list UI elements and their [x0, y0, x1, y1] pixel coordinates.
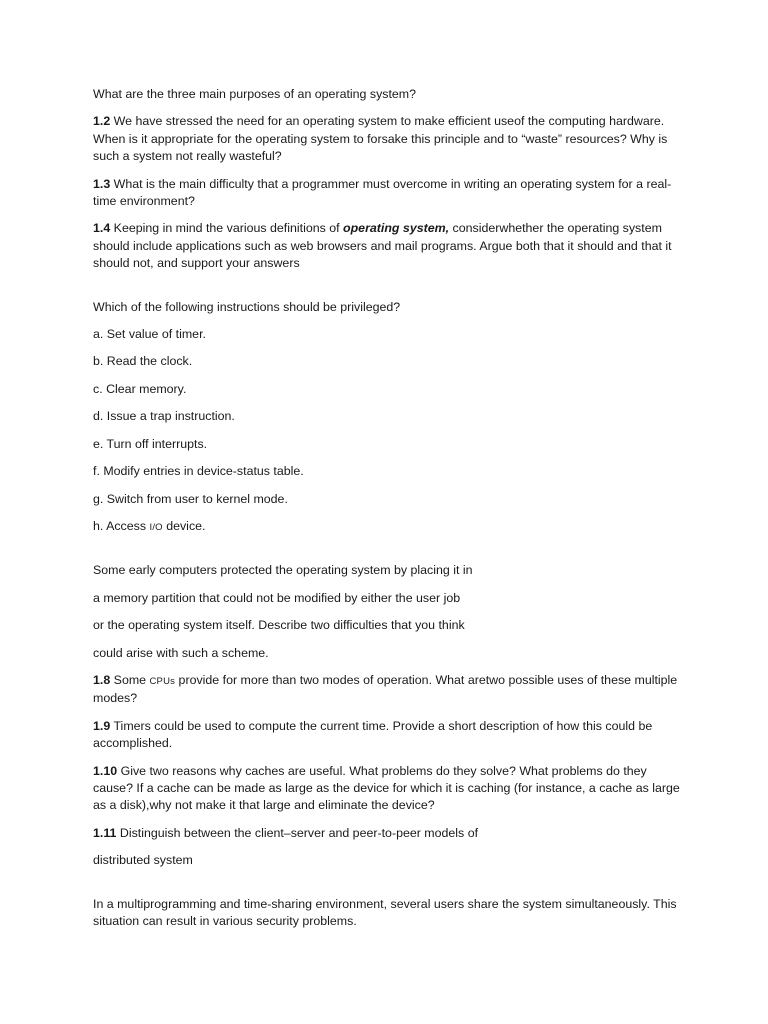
question-text: Keeping in mind the various definitions of: [110, 221, 344, 236]
question-number: 1.8: [93, 672, 111, 687]
question-early-line-4: could arise with such a scheme.: [93, 645, 269, 660]
question-number: 1.2: [93, 114, 111, 129]
question-privileged: Which of the following instructions should be privileged?: [93, 299, 401, 314]
question-number: 1.10: [93, 763, 118, 778]
question-text: Distinguish between the client–server and peer-to-peer models of: [116, 825, 479, 840]
small-caps-text: CPUs: [149, 675, 176, 687]
document-body: [93, 86, 683, 940]
question-1-11: [93, 825, 683, 842]
option-f: f. Modify entries in device-status table.: [93, 464, 304, 479]
question-number: 1.9: [93, 718, 111, 733]
option-text: device.: [162, 518, 206, 533]
option-d: d. Issue a trap instruction.: [93, 409, 235, 424]
question-1-2: [93, 113, 683, 165]
question-1-8: [93, 672, 683, 708]
option-text: h. Access: [93, 518, 150, 533]
question-1-9: [93, 718, 683, 753]
question-multiprogramming: In a multiprogramming and time-sharing environment, several users share the system simultaneously. This situation can result in various security problems.: [93, 896, 677, 928]
question-text: provide for more than two modes of operation. What aretwo possible uses of these multiple modes?: [93, 672, 678, 706]
question-os-purposes: What are the three main purposes of an operating system?: [93, 87, 417, 101]
question-text: considerwhether the operating system should include applications such as web browsers and mail programs. Argue both that it should and that it should not, and support your answers: [93, 221, 672, 271]
option-a: a. Set value of timer.: [93, 327, 206, 342]
option-e: e. Turn off interrupts.: [93, 436, 208, 451]
option-b: b. Read the clock.: [93, 354, 193, 369]
question-1-4: [93, 220, 683, 272]
question-1-3: [93, 176, 683, 211]
question-number: 1.3: [93, 176, 111, 191]
question-text: What is the main difficulty that a programmer must overcome in writing an operating system for a real-time environment?: [93, 176, 672, 209]
question-text: Some: [110, 672, 150, 687]
question-text: Timers could be used to compute the current time. Provide a short description of how this could be accomplished.: [93, 718, 653, 751]
option-h: [93, 518, 683, 536]
small-caps-text: I/O: [149, 521, 163, 533]
emphasis-text: operating system,: [343, 221, 450, 236]
question-text: Give two reasons why caches are useful. What problems do they solve? What problems do they cause? If a cache can be made as large as the device for which it is caching (for instance, a cache as large as a disk),why not make it that large and eliminate the device?: [93, 763, 680, 813]
question-1-11-line-2: distributed system: [93, 853, 193, 868]
question-number: 1.11: [93, 825, 117, 840]
question-early-line-2: a memory partition that could not be modified by either the user job: [93, 590, 461, 605]
question-number: 1.4: [93, 221, 111, 236]
option-g: g. Switch from user to kernel mode.: [93, 491, 288, 506]
question-1-10: [93, 763, 683, 815]
question-early-line-3: or the operating system itself. Describe two difficulties that you think: [93, 618, 465, 633]
question-text: We have stressed the need for an operating system to make efficient useof the computing hardware. When is it appropriate for the operating system to forsake this principle and to “waste” resources? Why is such a system not really wasteful?: [93, 114, 668, 164]
option-c: c. Clear memory.: [93, 381, 187, 396]
question-early-line-1: Some early computers protected the operating system by placing it in: [93, 563, 473, 578]
